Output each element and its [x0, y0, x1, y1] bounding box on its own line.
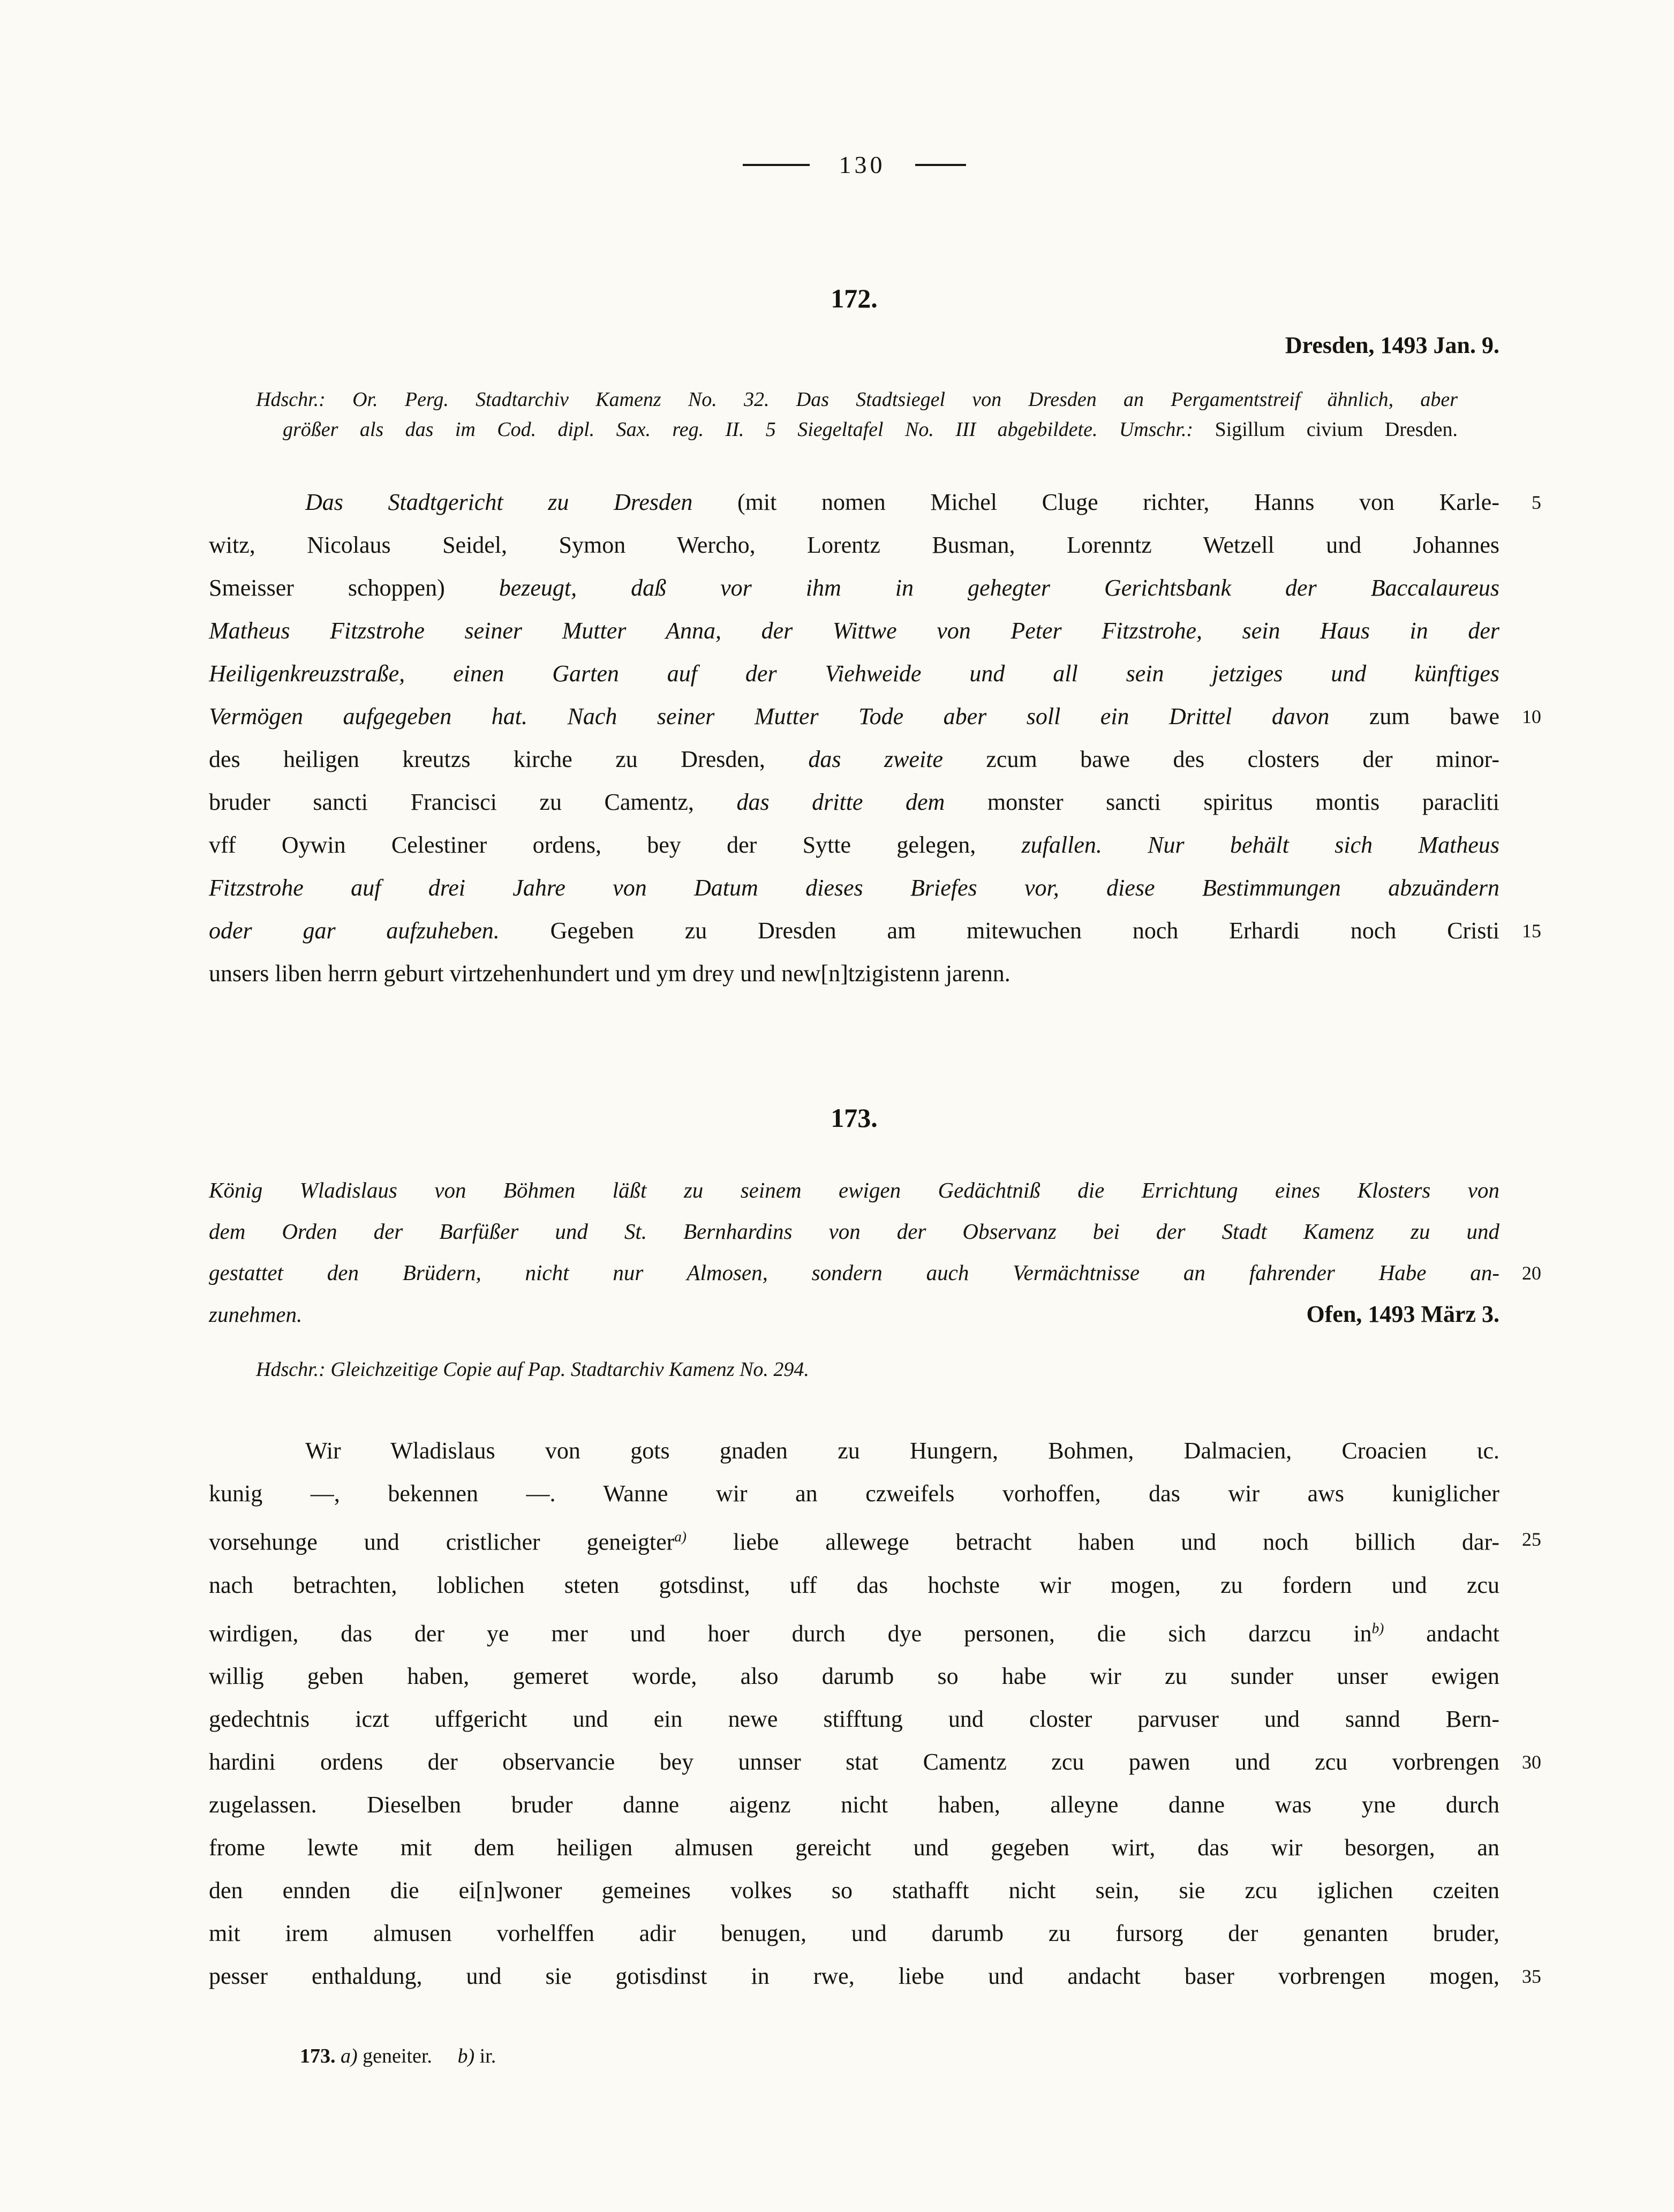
text-line [209, 1170, 1499, 1211]
text-segment-sup: a) [674, 1529, 687, 1545]
footnote [300, 2043, 1499, 2070]
text-segment-r: geneiter. [357, 2045, 458, 2068]
text-segment-r: pesser enthaldung, und sie gotisdinst in rwe, liebe und andacht baser vorbrengen mogen, [209, 1963, 1499, 1990]
text-segment-i: Vermögen aufgegeben hat. Nach seiner Mutter Tode aber soll ein Drittel davon [209, 703, 1369, 729]
text-segment-r: zcum bawe des closters der minor- [986, 746, 1499, 772]
text-line [209, 1912, 1499, 1955]
text-segment-r: Gegeben zu Dresden am mitewuchen noch Erhardi noch Cristi [550, 917, 1499, 944]
text-segment-r: Sigillum civium Dresden. [1215, 418, 1458, 441]
text-line [209, 567, 1499, 610]
text-line [209, 610, 1499, 652]
text-segment-r: unsers liben herrn geburt virtzehenhundert und ym drey und new[n]tzigistenn jarenn. [209, 960, 1011, 987]
text-segment-i: zufallen. Nur behält sich Matheus [1021, 832, 1499, 858]
entry-172-dateline: Dresden, 1493 Jan. 9. [1285, 332, 1499, 358]
page-content [209, 0, 1541, 2070]
text-segment-i: gestattet den Brüdern, nicht nur Almosen, sondern auch Vermächtnisse an fahrender Habe an- [209, 1260, 1499, 1285]
text-segment-r: Smeisser schoppen) [209, 575, 499, 601]
text-line [209, 524, 1499, 567]
text-segment-r: frome lewte mit dem heiligen almusen gereicht und gegeben wirt, das wir besorgen, an [209, 1834, 1499, 1861]
text-segment-b: 173. [300, 2045, 341, 2068]
entry-172-source-note [256, 385, 1458, 445]
text-segment-i: a) [341, 2045, 358, 2068]
margin-line-number: 25 [1522, 1529, 1541, 1551]
margin-line-number: 10 [1522, 706, 1541, 727]
text-line [209, 1515, 1541, 1564]
header-rule-left [743, 164, 810, 166]
entry-172-heading: 172. [831, 283, 878, 313]
text-segment-r: (mit nomen Michel Cluge richter, Hanns von Karle- [737, 489, 1499, 515]
page-number: 130 [839, 151, 886, 178]
text-line [209, 1429, 1499, 1472]
text-line [209, 1607, 1499, 1656]
entry-173-source-note [256, 1355, 1458, 1385]
entry-173-heading: 173. [831, 1103, 878, 1133]
text-segment-r: zum bawe [1369, 703, 1499, 729]
entry-173-summary-last-line [209, 1293, 1499, 1335]
text-segment-i: Heiligenkreuzstraße, einen Garten auf der Viehweide und all sein jetziges und künftiges [209, 660, 1499, 687]
text-segment-i: Hdschr.: Or. Perg. Stadtarchiv Kamenz No. 32. Das Stadtsiegel von Dresden an Pergamentstreif ähnlich, aber [256, 388, 1458, 411]
text-line [209, 1869, 1499, 1912]
text-segment-r: hardini ordens der observancie bey unnser stat Camentz zcu pawen und zcu vorbrengen [209, 1749, 1499, 1775]
text-line [209, 738, 1499, 781]
text-segment-r: wirdigen, das der ye mer und hoer durch dye personen, die sich darzcu in [209, 1620, 1372, 1647]
text-line [209, 1211, 1499, 1252]
text-line [209, 1472, 1499, 1515]
text-segment-r: nach betrachten, loblichen steten gotsdinst, uff das hochste wir mogen, zu fordern und zcu [209, 1571, 1499, 1598]
text-line [209, 652, 1499, 695]
entry-173-body [209, 1429, 1541, 1998]
text-line [209, 952, 1499, 995]
text-segment-i: das zweite [808, 746, 986, 772]
text-segment-r: witz, Nicolaus Seidel, Symon Wercho, Lorentz Busman, Lorenntz Wetzell und Johannes [209, 532, 1499, 558]
text-line [209, 1826, 1499, 1869]
text-segment-r: zugelassen. Dieselben bruder danne aigenz nicht haben, alleyne danne was yne durch [209, 1792, 1499, 1818]
text-line [209, 1698, 1499, 1741]
margin-line-number: 30 [1522, 1751, 1541, 1773]
text-segment-r: des heiligen kreutzs kirche zu Dresden, [209, 746, 809, 772]
text-segment-r: liebe allewege betracht haben und noch billich dar- [686, 1529, 1500, 1555]
text-segment-i: bezeugt, daß vor ihm in gehegter Gerichtsbank der Baccalaureus [499, 575, 1500, 601]
text-segment-i: größer als das im Cod. dipl. Sax. reg. II. 5 Siegeltafel No. III abgebildete. Umschr.: [283, 418, 1215, 441]
text-segment-i: Das Stadtgericht zu Dresden [305, 489, 738, 515]
text-segment-r: bruder sancti Francisci zu Camentz, [209, 789, 737, 815]
text-segment-i: das dritte dem [736, 789, 987, 815]
margin-line-number: 20 [1522, 1262, 1541, 1284]
text-segment-r: monster sancti spiritus montis paracliti [987, 789, 1499, 815]
text-line [300, 2043, 1499, 2070]
text-segment-i: oder gar aufzuheben. [209, 917, 551, 944]
text-segment-r: ir. [474, 2045, 496, 2068]
text-segment-r: mit irem almusen vorhelffen adir benugen, und darumb zu fursorg der genanten bruder, [209, 1920, 1499, 1947]
text-line [209, 1252, 1541, 1293]
text-line [209, 1741, 1541, 1784]
text-segment-r: gedechtnis iczt uffgericht und ein newe stifftung und closter parvuser und sannd Bern- [209, 1706, 1499, 1733]
text-segment-r: vorsehunge und cristlicher geneigter [209, 1529, 675, 1555]
text-line [209, 909, 1541, 952]
text-segment-r: vff Oywin Celestiner ordens, bey der Sytte gelegen, [209, 832, 1022, 858]
text-line [209, 695, 1541, 738]
margin-line-number: 5 [1532, 492, 1541, 513]
text-segment-i: b) [457, 2045, 475, 2068]
margin-line-number: 15 [1522, 920, 1541, 942]
entry-173-summary-last-word: zunehmen. [209, 1302, 303, 1327]
page-header [209, 150, 1499, 180]
text-segment-i: Matheus Fitzstrohe seiner Mutter Anna, der Wittwe von Peter Fitzstrohe, sein Haus in der [209, 618, 1499, 644]
text-line [209, 824, 1499, 867]
text-segment-r: kunig —, bekennen —. Wanne wir an czweifels vorhoffen, das wir aws kuniglicher [209, 1480, 1499, 1507]
text-segment-r: andacht [1384, 1620, 1499, 1647]
text-segment-sup: b) [1371, 1620, 1384, 1636]
header-rule-right [915, 164, 966, 166]
text-line [209, 481, 1541, 524]
text-line [209, 1655, 1499, 1698]
entry-173-dateline: Ofen, 1493 März 3. [1306, 1301, 1499, 1327]
entry-172-body [209, 481, 1541, 995]
text-line [209, 1955, 1541, 1998]
text-line [209, 781, 1499, 824]
text-segment-i: Fitzstrohe auf drei Jahre von Datum dieses Briefes vor, diese Bestimmungen abzuändern [209, 875, 1499, 901]
text-segment-i: Hdschr.: Gleichzeitige Copie auf Pap. Stadtarchiv Kamenz No. 294. [256, 1358, 809, 1381]
text-line [209, 1784, 1499, 1826]
margin-line-number: 35 [1522, 1966, 1541, 1988]
text-segment-r: Wir Wladislaus von gots gnaden zu Hungern, Bohmen, Dalmacien, Croacien ɩc. [305, 1438, 1499, 1464]
text-segment-r: willig geben haben, gemeret worde, also darumb so habe wir zu sunder unser ewigen [209, 1663, 1499, 1690]
text-segment-i: König Wladislaus von Böhmen läßt zu seinem ewigen Gedächtniß die Errichtung eines Klosters von [209, 1178, 1499, 1202]
text-line [256, 415, 1458, 445]
text-line [256, 385, 1458, 415]
text-segment-r: den ennden die ei[n]woner gemeines volkes so stathafft nicht sein, sie zcu iglichen czeiten [209, 1877, 1499, 1904]
text-line [209, 1564, 1499, 1607]
entry-173-summary [209, 1170, 1541, 1293]
text-line [256, 1355, 1458, 1385]
text-segment-i: dem Orden der Barfüßer und St. Bernhardins von der Observanz bei der Stadt Kamenz zu und [209, 1219, 1499, 1244]
text-line [209, 867, 1499, 909]
